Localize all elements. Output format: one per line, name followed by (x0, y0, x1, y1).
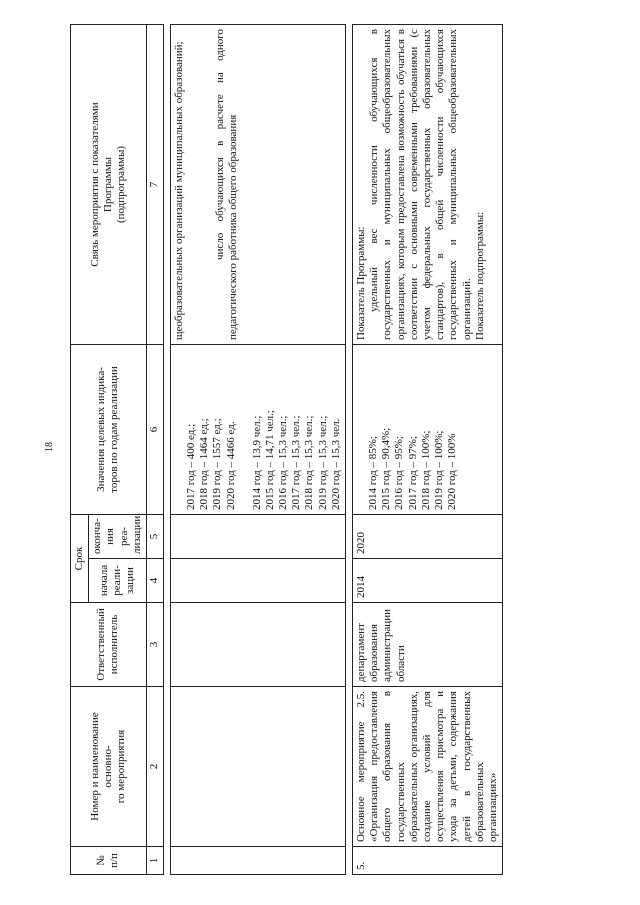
link-text: удельный вес численности обучающихся в государственных и муниципальных общеобразовательных организациях, которым предоставлена возможность обучаться в соответствии с основными современными требованиями (с учетом федеральных государственных образовательных стандартов), в общей численности обучающихся государственных и муниципальных общеобразовательных организаций. (368, 29, 473, 340)
cont-name-cell (170, 687, 345, 847)
header-link: Связь мероприятия с показателями Программы (подпрограммы) (71, 25, 147, 345)
target-line: 2020 год – 15,3 чел. (329, 418, 342, 510)
row5-start: 2014 (353, 559, 503, 603)
link-footer: Показатель подпрограммы: (473, 211, 486, 340)
link-title: Показатель Программы: (355, 226, 367, 340)
target-line: 2019 год – 100%; (432, 430, 445, 510)
target-line: 2019 год – 15,3 чел.; (316, 415, 329, 510)
table-gap (163, 25, 170, 875)
target-line: 2018 год – 1464 ед.; (198, 418, 211, 510)
cont-targets-cell (170, 345, 345, 515)
col-number: 4 (146, 559, 163, 603)
target-line: 2014 год – 13,9 чел.; (250, 415, 263, 510)
table-row (353, 25, 503, 875)
cont-num-cell (170, 847, 345, 875)
cont-responsible-cell (170, 603, 345, 687)
cont-end-cell (170, 515, 345, 559)
target-line: 2017 год – 97%; (406, 436, 419, 510)
header-targets: Значения целевых индика- торов по годам реализации (71, 345, 147, 515)
header-term: Срок (71, 515, 89, 603)
target-line: 2016 год – 95%; (393, 436, 406, 510)
target-line: 2017 год – 400 ед.; (184, 423, 197, 510)
target-line: 2018 год – 15,3 чел.; (303, 415, 316, 510)
target-line: 2014 год – 85%; (367, 436, 379, 510)
row5-responsible: департамент образования администрации области (353, 603, 503, 687)
row5-name: Основное мероприятие 2.5. «Организация предоставления общего образования в государственных образовательных организациях, создание условий для осуществления присмотра и ухода за детьми, содержания детей в государственных образовательных организациях» (353, 687, 503, 847)
row5-end: 2020 (353, 515, 503, 559)
col-number: 6 (146, 345, 163, 515)
target-line: 2020 год – 100% (446, 433, 459, 510)
header-name: Номер и наименование основно- го мероприятия (71, 687, 147, 847)
col-number: 2 (146, 687, 163, 847)
table-gap (346, 25, 353, 875)
col-number: 1 (146, 847, 163, 875)
target-line: 2020 год – 4466 ед. (224, 421, 237, 510)
target-line: 2017 год – 15,3 чел.; (290, 415, 303, 510)
header-start: начала реали- зации (89, 559, 147, 603)
header-responsible: Ответственный исполнитель (71, 603, 147, 687)
header-end: оконча- ния реа- лизации (89, 515, 147, 559)
page-number: 18 (44, 442, 55, 452)
target-line: 2015 год – 14,71 чел.; (263, 410, 276, 510)
cont-start-cell (170, 559, 345, 603)
row5-num: 5. (353, 847, 503, 875)
target-line: 2016 год – 15,3 чел.; (277, 415, 290, 510)
link-text: число обучающихся в расчете на одного педагогического работника общего образования (214, 29, 240, 340)
target-line: 2018 год – 100%; (419, 430, 432, 510)
table-row (170, 25, 345, 875)
row5-targets (353, 345, 503, 515)
cont-link-cell (170, 25, 345, 345)
col-number: 7 (146, 25, 163, 345)
col-number: 5 (146, 515, 163, 559)
link-text: щеобразовательных организаций муниципальных образований; (172, 41, 185, 340)
target-line: 2019 год – 1557 ед.; (211, 418, 224, 510)
header-num: № п/п (71, 847, 147, 875)
row5-link (353, 25, 503, 345)
target-line: 2015 год – 90,4%; (380, 427, 393, 510)
col-number: 3 (146, 603, 163, 687)
activities-table (70, 24, 503, 875)
